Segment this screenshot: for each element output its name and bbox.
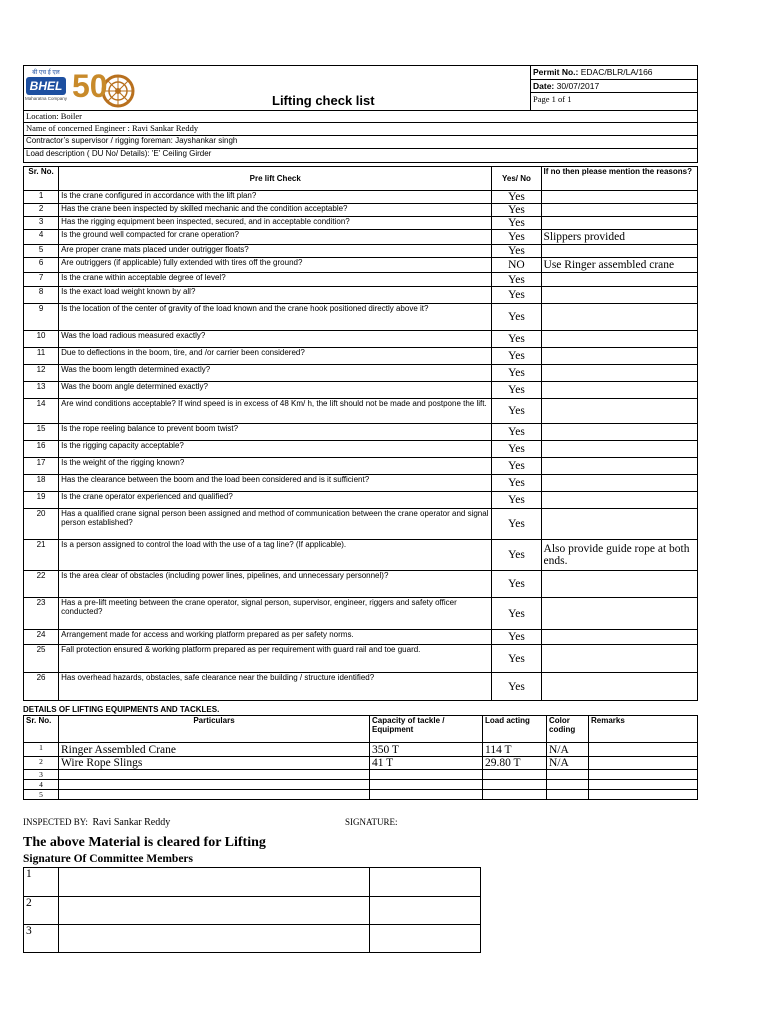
check-reason <box>541 571 697 598</box>
check-answer: Yes <box>492 424 541 441</box>
committee-name-cell[interactable] <box>59 868 370 897</box>
eq-remarks <box>589 743 698 757</box>
checklist-row <box>24 492 698 509</box>
eq-col-load: Load acting <box>483 716 547 743</box>
date-separator <box>530 92 698 93</box>
checklist-row <box>24 287 698 304</box>
eq-load: 29.80 T <box>483 757 547 770</box>
row-number: 25 <box>24 645 59 673</box>
equipment-row <box>24 790 698 800</box>
checklist-row <box>24 365 698 382</box>
row-number: 12 <box>24 365 59 382</box>
check-reason <box>541 399 697 424</box>
check-question: Was the load radious measured exactly? <box>59 331 492 348</box>
check-reason <box>541 673 697 701</box>
inspected-by: INSPECTED BY: Ravi Sankar Reddy <box>23 817 171 828</box>
checklist-row <box>24 304 698 331</box>
eq-remarks <box>589 770 698 780</box>
check-reason <box>541 331 697 348</box>
check-answer: Yes <box>492 645 541 673</box>
checklist-row <box>24 230 698 245</box>
checklist-row <box>24 630 698 645</box>
header-divider <box>530 65 531 110</box>
page-number: Page 1 of 1 <box>533 94 572 104</box>
check-reason <box>541 191 697 204</box>
row-number: 5 <box>24 245 59 258</box>
checklist-row <box>24 571 698 598</box>
eq-remarks <box>589 790 698 800</box>
eq-color: N/A <box>547 757 589 770</box>
check-question: Was the boom angle determined exactly? <box>59 382 492 399</box>
checklist-row <box>24 509 698 540</box>
check-reason <box>541 598 697 630</box>
row-number: 4 <box>24 230 59 245</box>
equipment-row <box>24 743 698 757</box>
check-question: Is the area clear of obstacles (including power lines, pipelines, and unnecessary personnel)? <box>59 571 492 598</box>
committee-number: 3 <box>24 925 59 953</box>
check-question: Due to deflections in the boom, tire, and /or carrier been considered? <box>59 348 492 365</box>
checklist-row <box>24 245 698 258</box>
eq-particular <box>59 770 370 780</box>
page-title: Lifting check list <box>272 93 375 108</box>
check-answer: Yes <box>492 245 541 258</box>
check-reason: Slippers provided <box>541 230 697 245</box>
check-question: Has the crane been inspected by skilled mechanic and the condition acceptable? <box>59 204 492 217</box>
cleared-statement: The above Material is cleared for Lifting <box>23 835 266 850</box>
check-reason <box>541 475 697 492</box>
checklist-row <box>24 191 698 204</box>
check-answer: Yes <box>492 399 541 424</box>
committee-row <box>24 868 481 897</box>
check-reason <box>541 509 697 540</box>
check-reason <box>541 348 697 365</box>
equipment-header-row <box>24 716 698 743</box>
row-number: 19 <box>24 492 59 509</box>
supervisor-field: Contractor’s supervisor / rigging foreman: Jayshankar singh <box>24 136 698 149</box>
committee-table <box>23 867 481 953</box>
check-reason: Also provide guide rope at both ends. <box>541 540 697 571</box>
check-answer: Yes <box>492 598 541 630</box>
load-description-field: Load description ( DU No/ Details): 'E' Ceiling Girder <box>24 149 698 163</box>
checklist-row <box>24 382 698 399</box>
eq-sr: 3 <box>24 770 59 780</box>
info-table <box>23 110 698 163</box>
eq-capacity: 350 T <box>370 743 483 757</box>
check-reason <box>541 273 697 287</box>
eq-col-particulars: Particulars <box>59 716 370 743</box>
col-reason-header: If no then please mention the reasons? <box>541 167 697 191</box>
check-answer: Yes <box>492 382 541 399</box>
row-number: 22 <box>24 571 59 598</box>
checklist-header-row <box>24 167 698 191</box>
committee-number: 2 <box>24 897 59 925</box>
check-reason <box>541 304 697 331</box>
check-answer: Yes <box>492 273 541 287</box>
check-question: Arrangement made for access and working platform prepared as per safety norms. <box>59 630 492 645</box>
eq-sr: 5 <box>24 790 59 800</box>
check-reason <box>541 217 697 230</box>
check-answer: Yes <box>492 630 541 645</box>
row-number: 23 <box>24 598 59 630</box>
check-question: Fall protection ensured & working platform prepared as per requirement with guard rail and toe guard. <box>59 645 492 673</box>
row-number: 18 <box>24 475 59 492</box>
check-question: Is the weight of the rigging known? <box>59 458 492 475</box>
row-number: 24 <box>24 630 59 645</box>
row-number: 17 <box>24 458 59 475</box>
row-number: 26 <box>24 673 59 701</box>
row-number: 14 <box>24 399 59 424</box>
col-check-header: Pre lift Check <box>59 167 492 191</box>
check-question: Was the boom length determined exactly? <box>59 365 492 382</box>
check-question: Is the crane within acceptable degree of level? <box>59 273 492 287</box>
check-reason <box>541 458 697 475</box>
permit-number: Permit No.: EDAC/BLR/LA/166 <box>533 67 653 77</box>
committee-name-cell[interactable] <box>59 925 370 953</box>
location-field: Location: Boiler <box>24 111 698 123</box>
eq-particular: Ringer Assembled Crane <box>59 743 370 757</box>
permit-date: Date: 30/07/2017 <box>533 81 600 91</box>
eq-load <box>483 790 547 800</box>
row-number: 1 <box>24 191 59 204</box>
col-sr-header: Sr. No. <box>24 167 59 191</box>
check-answer: Yes <box>492 217 541 230</box>
anniversary-number: 50 <box>72 68 108 104</box>
check-question: Is the rope reeling balance to prevent boom twist? <box>59 424 492 441</box>
check-answer: Yes <box>492 673 541 701</box>
eq-col-sr: Sr. No. <box>24 716 59 743</box>
check-reason <box>541 365 697 382</box>
check-reason <box>541 441 697 458</box>
checklist-row <box>24 475 698 492</box>
eq-color <box>547 770 589 780</box>
check-answer: Yes <box>492 458 541 475</box>
check-answer: Yes <box>492 540 541 571</box>
checklist-row <box>24 204 698 217</box>
committee-signature-cell[interactable] <box>370 897 481 925</box>
header-right-border <box>697 65 698 110</box>
eq-color: N/A <box>547 743 589 757</box>
row-number: 16 <box>24 441 59 458</box>
committee-heading: Signature Of Committee Members <box>23 853 194 865</box>
check-reason: Use Ringer assembled crane <box>541 258 697 273</box>
logo-text: BHEL <box>29 79 63 93</box>
committee-name-cell[interactable] <box>59 897 370 925</box>
eq-sr: 2 <box>24 757 59 770</box>
row-number: 10 <box>24 331 59 348</box>
equipment-row <box>24 780 698 790</box>
committee-signature-cell[interactable] <box>370 868 481 897</box>
check-question: Has the rigging equipment been inspected, secured, and in acceptable condition? <box>59 217 492 230</box>
logo-subtitle: Maharatna Company <box>24 96 68 101</box>
eq-particular <box>59 780 370 790</box>
check-answer: Yes <box>492 287 541 304</box>
eq-sr: 4 <box>24 780 59 790</box>
equipment-row <box>24 770 698 780</box>
row-number: 8 <box>24 287 59 304</box>
row-number: 20 <box>24 509 59 540</box>
equipment-row <box>24 757 698 770</box>
check-question: Is the exact load weight known by all? <box>59 287 492 304</box>
check-question: Is the location of the center of gravity of the load known and the crane hook positioned directly above it? <box>59 304 492 331</box>
engineer-field: Name of concerned Engineer : Ravi Sankar Reddy <box>24 123 698 136</box>
logo-hindi: बी एच ई एल <box>32 70 60 76</box>
checklist-row <box>24 348 698 365</box>
anniversary-logo <box>72 67 138 109</box>
eq-capacity <box>370 770 483 780</box>
check-question: Is the ground well compacted for crane operation? <box>59 230 492 245</box>
check-reason <box>541 382 697 399</box>
eq-load <box>483 770 547 780</box>
check-question: Has overhead hazards, obstacles, safe clearance near the building / structure identified? <box>59 673 492 701</box>
check-answer: Yes <box>492 191 541 204</box>
checklist-row <box>24 399 698 424</box>
row-number: 6 <box>24 258 59 273</box>
checklist-row <box>24 673 698 701</box>
eq-particular: Wire Rope Slings <box>59 757 370 770</box>
eq-sr: 1 <box>24 743 59 757</box>
col-yesno-header: Yes/ No <box>492 167 541 191</box>
row-number: 7 <box>24 273 59 287</box>
permit-separator <box>530 79 698 80</box>
eq-remarks <box>589 757 698 770</box>
check-question: Are wind conditions acceptable? If wind speed is in excess of 48 Km/ h, the lift should not be made and postpone the lift. <box>59 399 492 424</box>
row-number: 2 <box>24 204 59 217</box>
eq-color <box>547 780 589 790</box>
checklist-row <box>24 458 698 475</box>
committee-row <box>24 925 481 953</box>
check-answer: Yes <box>492 509 541 540</box>
check-question: Are proper crane mats placed under outrigger floats? <box>59 245 492 258</box>
check-answer: NO <box>492 258 541 273</box>
eq-col-remarks: Remarks <box>589 716 698 743</box>
check-answer: Yes <box>492 230 541 245</box>
check-question: Are outriggers (if applicable) fully extended with tires off the ground? <box>59 258 492 273</box>
row-number: 9 <box>24 304 59 331</box>
check-reason <box>541 630 697 645</box>
checklist-row <box>24 258 698 273</box>
checklist-row <box>24 598 698 630</box>
eq-col-color: Color coding <box>547 716 589 743</box>
bhel-logo <box>24 67 68 103</box>
check-answer: Yes <box>492 571 541 598</box>
eq-capacity: 41 T <box>370 757 483 770</box>
check-answer: Yes <box>492 475 541 492</box>
committee-number: 1 <box>24 868 59 897</box>
check-answer: Yes <box>492 365 541 382</box>
check-question: Has the clearance between the boom and the load been considered and is it sufficient? <box>59 475 492 492</box>
checklist-row <box>24 441 698 458</box>
check-question: Is a person assigned to control the load with the use of a tag line? (If applicable). <box>59 540 492 571</box>
check-answer: Yes <box>492 304 541 331</box>
eq-capacity <box>370 780 483 790</box>
committee-signature-cell[interactable] <box>370 925 481 953</box>
equipment-section-title: DETAILS OF LIFTING EQUIPMENTS AND TACKLES. <box>23 705 220 714</box>
row-number: 21 <box>24 540 59 571</box>
signature-label: SIGNATURE: <box>345 817 398 827</box>
row-number: 11 <box>24 348 59 365</box>
check-answer: Yes <box>492 492 541 509</box>
eq-load: 114 T <box>483 743 547 757</box>
checklist-row <box>24 273 698 287</box>
row-number: 15 <box>24 424 59 441</box>
row-number: 13 <box>24 382 59 399</box>
check-answer: Yes <box>492 204 541 217</box>
checklist-row <box>24 331 698 348</box>
check-reason <box>541 645 697 673</box>
check-reason <box>541 204 697 217</box>
header-top-border <box>23 65 698 66</box>
eq-load <box>483 780 547 790</box>
header-left-border <box>23 65 24 110</box>
check-reason <box>541 287 697 304</box>
checklist-row <box>24 424 698 441</box>
equipment-table <box>23 715 698 800</box>
eq-col-capacity: Capacity of tackle / Equipment <box>370 716 483 743</box>
eq-particular <box>59 790 370 800</box>
row-number: 3 <box>24 217 59 230</box>
checklist-row <box>24 540 698 571</box>
prelift-checklist <box>23 166 698 701</box>
check-question: Has a qualified crane signal person been assigned and method of communication between the crane operator and signal person established? <box>59 509 492 540</box>
check-reason <box>541 492 697 509</box>
check-question: Is the crane operator experienced and qualified? <box>59 492 492 509</box>
eq-capacity <box>370 790 483 800</box>
check-answer: Yes <box>492 348 541 365</box>
check-reason <box>541 424 697 441</box>
check-question: Is the rigging capacity acceptable? <box>59 441 492 458</box>
check-question: Has a pre-lift meeting between the crane operator, signal person, supervisor, engineer, riggers and safety officer conducted? <box>59 598 492 630</box>
eq-remarks <box>589 780 698 790</box>
check-answer: Yes <box>492 441 541 458</box>
checklist-row <box>24 645 698 673</box>
check-answer: Yes <box>492 331 541 348</box>
eq-color <box>547 790 589 800</box>
committee-row <box>24 897 481 925</box>
checklist-row <box>24 217 698 230</box>
check-question: Is the crane configured in accordance with the lift plan? <box>59 191 492 204</box>
check-reason <box>541 245 697 258</box>
